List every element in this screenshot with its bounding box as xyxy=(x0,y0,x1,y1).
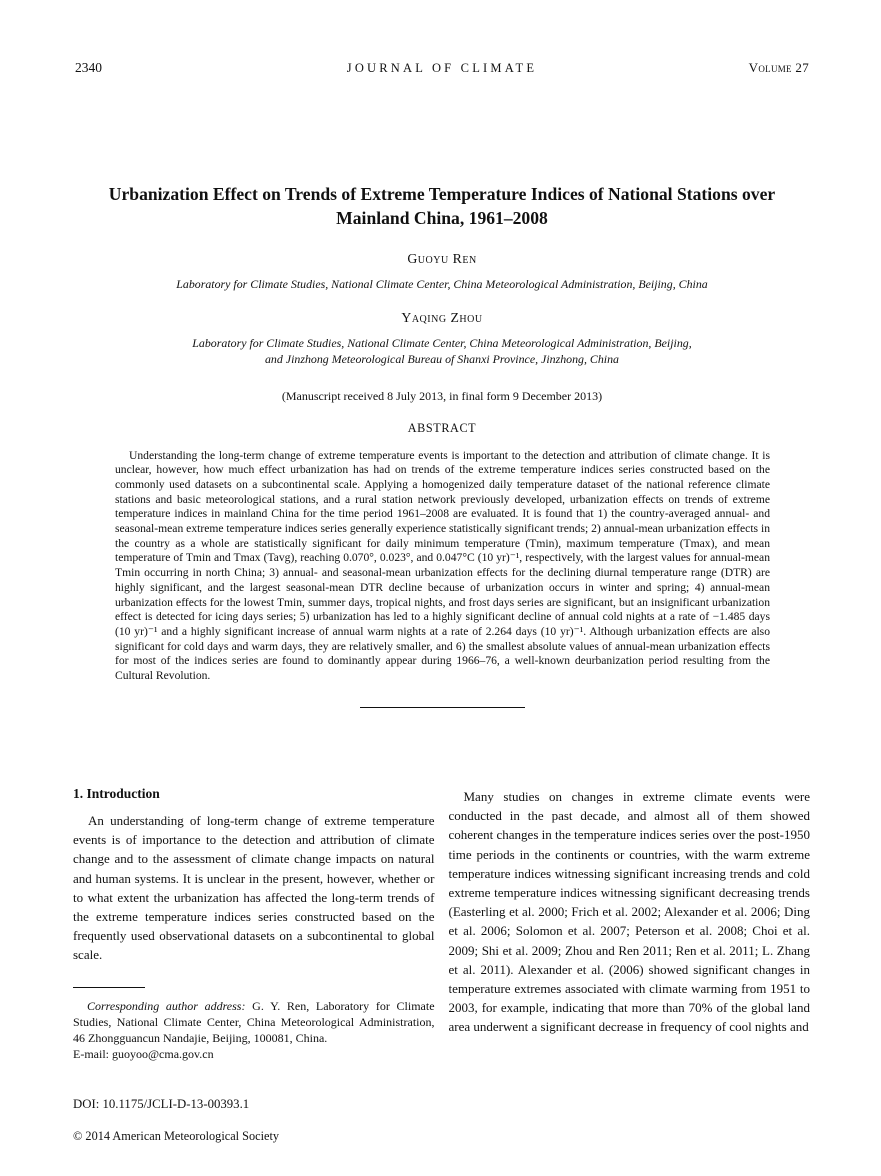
copyright-notice: © 2014 American Meteorological Society xyxy=(73,1129,280,1143)
intro-paragraph: An understanding of long-term change of extreme temperature events is of importance to the detection and attribution of climate change and to the assessment of climate change impacts on natural and human systems. It is unclear in the present, however, whether or to what extent the urbanization has affected the long-term trends of the extreme temperature indices series constructed based on the frequently used observational datasets on a subcontinental to global scale. xyxy=(73,813,435,963)
journal-name: JOURNAL OF CLIMATE xyxy=(346,61,538,75)
abstract-heading: ABSTRACT xyxy=(407,420,477,435)
page-header xyxy=(75,60,809,76)
doi: DOI: 10.1175/JCLI-D-13-00393.1 xyxy=(73,1097,250,1111)
author-name: Guoyu Ren xyxy=(407,251,477,266)
corresponding-author-label: Corresponding author address: xyxy=(87,998,246,1013)
footnote-rule xyxy=(73,987,145,988)
article-title: Urbanization Effect on Trends of Extreme Temperature Indices of National Stations over Mainland China, 1961–2008 xyxy=(108,184,776,228)
author-affiliation xyxy=(128,276,756,293)
affiliation-line: Laboratory for Climate Studies, National Climate Center, China Meteorological Administration, Beijing, xyxy=(192,335,692,350)
email-address: E-mail: guoyoo@cma.gov.cn xyxy=(73,1046,214,1061)
volume-label: Volume 27 xyxy=(748,60,809,75)
right-column xyxy=(449,786,811,1062)
author-name: Yaqing Zhou xyxy=(401,309,483,325)
abstract-divider xyxy=(360,707,525,708)
page-number: 2340 xyxy=(75,60,102,75)
manuscript-note: (Manuscript received 8 July 2013, in final form 9 December 2013) xyxy=(281,388,603,403)
corresponding-author-text: G. Y. Ren, Laboratory for Climate Studies, National Climate Center, China Meteorological Administration, 46 Zhongguancun Nandajie, Beijing, 100081, China. xyxy=(73,998,435,1045)
abstract-text: Understanding the long-term change of extreme temperature events is important to the detection and attribution of climate change. It is unclear, however, how much effect urbanization has had on trends of the extreme temperature indices series constructed based on the commonly used datasets on a subcontinental scale. Applying a homogenized daily temperature dataset of the national reference climate stations and basic meteorological stations, and a rural station network previously developed, urbanization effects on trends of extreme temperature indices in mainland China for the time period 1961–2008 are evaluated. It is found that 1) the country-averaged annual- and seasonal-mean extreme temperature indices series generally experience statistically significant trends; 2) annual-mean urbanization effects in the country as a whole are statistically significant for daily minimum temperature (Tmin), maximum temperature (Tmax), and mean temperature of Tmin and Tmax (Tavg), reaching 0.070°, 0.023°, and 0.047°C (10 yr)⁻¹, respectively, with the largest values for annual-mean Tmin occurring in north China; 3) annual- and seasonal-mean urbanization effects for the declining diurnal temperature range (DTR) are highly significant, and the largest seasonal-mean DTR decline because of urbanization occurs in winter and spring; 4) annual-mean urbanization effects for the lowest Tmin, summer days, tropical nights, and frost days series are significant, but an insignificant urbanization effect is detected for icing days series; 5) urbanization has led to a highly significant decline of annual cold nights at a rate of −1.485 days (10 yr)⁻¹ and a highly significant increase of annual warm nights at a rate of 2.264 days (10 yr)⁻¹. Although urbanization effects are also significant for cold days and warm days, they are relatively smaller, and 6) the smallest absolute values of annual-mean urbanization effects for most of the indices series are found to dominantly appear during 1966–76, a well-known deurbanization period resulting from the Cultural Revolution. xyxy=(115,448,770,683)
two-column-body xyxy=(73,786,810,1062)
front-matter xyxy=(75,182,809,708)
right-column-paragraph: Many studies on changes in extreme climate events were conducted in the past decade, and almost all of them showed coherent changes in the temperature indices series over the post-1950 time periods in the continents or countries, with the warm extreme temperature indices witnessing significant increasing trends and cold extreme temperature indices witnessing significant decreasing trends (Easterling et al. 2000; Frich et al. 2002; Alexander et al. 2006; Ding et al. 2006; Solomon et al. 2007; Peterson et al. 2008; Choi et al. 2009; Shi et al. 2009; Zhou and Ren 2011; Ren et al. 2011; L. Zhang et al. 2011). Alexander et al. (2006) showed significant changes in temperature extremes associated with climate warming from 1951 to 2003, for example, indicating that more than 70% of the global land area underwent a significant decrease in frequency of cool nights and xyxy=(448,789,810,1035)
affiliation-line: and Jinzhong Meteorological Bureau of Shanxi Province, Jinzhong, China xyxy=(264,352,620,366)
footnote xyxy=(73,987,435,1062)
left-column xyxy=(73,786,435,1062)
section-heading-introduction: 1. Introduction xyxy=(73,786,160,801)
author-affiliation xyxy=(128,335,756,368)
corresponding-author-note xyxy=(73,998,435,1046)
affiliation-line: Laboratory for Climate Studies, National Climate Center, China Meteorological Administration, Beijing, China xyxy=(176,277,708,291)
